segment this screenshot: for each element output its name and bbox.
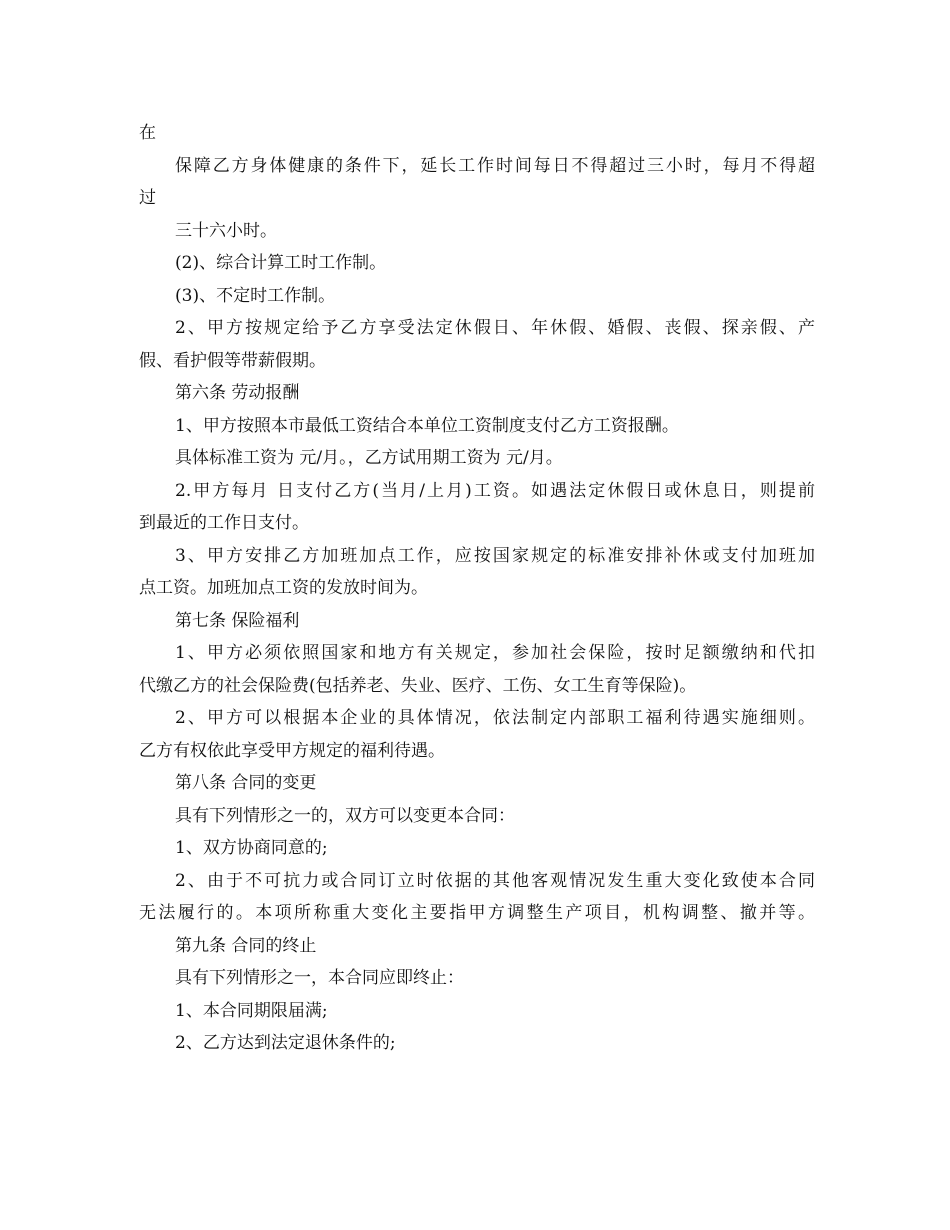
document-line: 3、甲方安排乙方加班加点工作，应按国家规定的标准安排补休或支付加班加 <box>175 545 815 566</box>
document-line: 到最近的工作日支付。 <box>139 513 309 533</box>
document-line: 无法履行的。本项所称重大变化主要指甲方调整生产项目，机构调整、撤并等。 <box>139 903 815 923</box>
document-line: 2、由于不可抗力或合同订立时依据的其他客观情况发生重大变化致使本合同 <box>175 870 815 891</box>
document-line: (2)、综合计算工时工作制。 <box>175 253 387 273</box>
document-line: 具体标准工资为 元/月。，乙方试用期工资为 元/月。 <box>175 448 563 468</box>
document-line: 第七条 保险福利 <box>175 610 300 631</box>
document-line: 1、本合同期限届满; <box>175 1000 328 1021</box>
document-line: 2、甲方可以根据本企业的具体情况，依法制定内部职工福利待遇实施细则。 <box>175 708 815 728</box>
document-line: 三十六小时。 <box>175 220 277 241</box>
document-line: 2、乙方达到法定退休条件的; <box>175 1033 396 1053</box>
document-line: 点工资。加班加点工资的发放时间为。 <box>139 578 428 598</box>
document-line: 第六条 劳动报酬 <box>175 383 300 403</box>
document-line: 1、双方协商同意的; <box>175 838 328 858</box>
document-line: 第九条 合同的终止 <box>175 935 317 956</box>
document-line: 乙方有权依此享受甲方规定的福利待遇。 <box>139 740 445 761</box>
document-line: 在 <box>139 123 156 143</box>
document-line: 假、看护假等带薪假期。 <box>139 350 326 371</box>
document-line: 2、甲方按规定给予乙方享受法定休假日、年休假、婚假、丧假、探亲假、产 <box>175 318 815 338</box>
document-line: 保障乙方身体健康的条件下，延长工作时间每日不得超过三小时，每月不得超 <box>175 155 815 176</box>
document-line: 具有下列情形之一，本合同应即终止： <box>175 968 464 988</box>
document-line: 代缴乙方的社会保险费(包括养老、失业、医疗、工伤、女工生育等保险)。 <box>139 675 697 696</box>
document-line: 2.甲方每月 日支付乙方(当月/上月)工资。如遇法定休假日或休息日，则提前 <box>175 480 815 501</box>
document-body <box>139 117 815 1060</box>
document-line: 具有下列情形之一的，双方可以变更本合同： <box>175 805 515 826</box>
document-line: 1、甲方必须依照国家和地方有关规定，参加社会保险，按时足额缴纳和代扣 <box>175 643 815 663</box>
document-line: 第八条 合同的变更 <box>175 773 317 793</box>
document-line: 1、甲方按照本市最低工资结合本单位工资制度支付乙方工资报酬。 <box>175 415 679 436</box>
document-line: (3)、不定时工作制。 <box>175 285 336 306</box>
document-line: 过 <box>139 188 156 208</box>
